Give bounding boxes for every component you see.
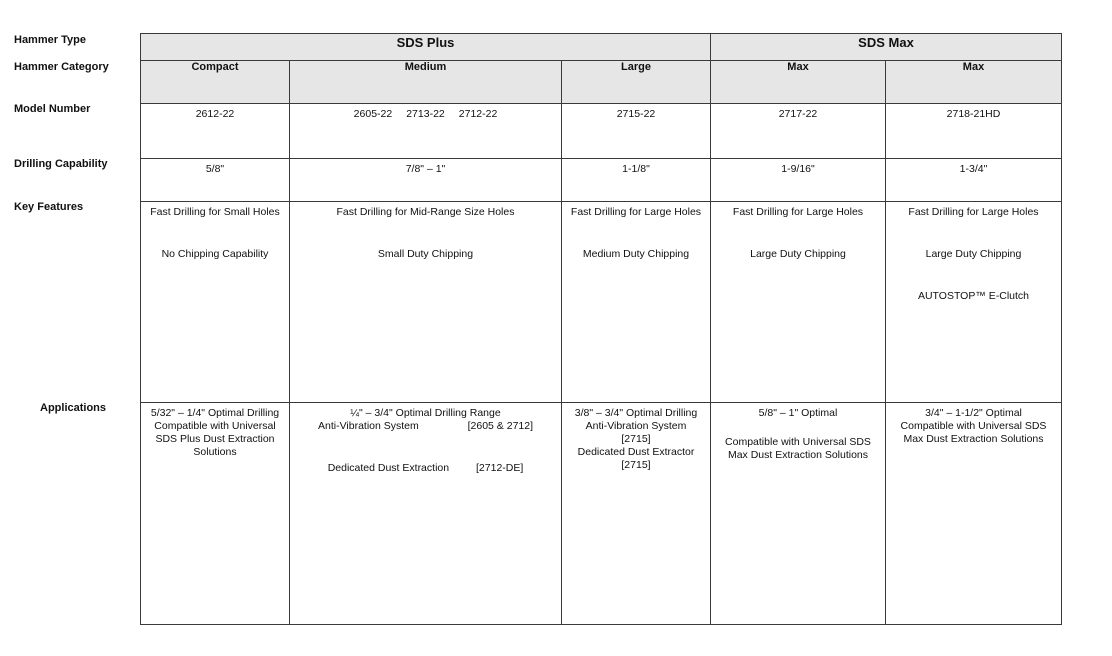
model-cell [710,103,886,159]
model-number: 2612-22 [195,108,235,120]
model-number: 2717-22 [778,108,818,120]
application-item: Compatible with Universal SDS Max Dust Extraction Solutions [725,436,871,461]
hammer-type-sds-plus [140,33,711,61]
model-number: 2713-22 [406,108,445,120]
application-label: Anti-Vibration System [318,420,419,432]
row-label-hammer-type: Hammer Type [14,34,86,46]
application-note: [2712-DE] [476,462,524,474]
model-number: 2712-22 [458,108,498,120]
application-item: Anti-Vibration System [2715] [585,420,687,445]
feature-item: Medium Duty Chipping [582,248,690,260]
capability-cell: 5/8" [140,158,290,202]
application-item [290,462,561,475]
model-number: 2718-21HD [946,108,1001,120]
capability-cell: 1-1/8" [561,158,711,202]
hammer-type-sds-max [710,33,1062,61]
model-number: 2715-22 [616,108,656,120]
application-item: Compatible with Universal SDS Max Dust Extraction Solutions [900,420,1047,445]
features-cell [710,201,886,403]
application-item: ¼" – 3/4" Optimal Drilling Range [350,407,501,419]
application-item: Compatible with Universal SDS Plus Dust Extraction Solutions [154,420,276,458]
applications-cell [885,402,1062,625]
category-cell: Max [710,60,886,104]
application-note: [2605 & 2712] [467,420,533,432]
capability-cell: 1-3/4" [885,158,1062,202]
category-cell: Max [885,60,1062,104]
feature-item: Small Duty Chipping [377,248,474,260]
row-label-hammer-category: Hammer Category [14,61,109,73]
category-cell: Compact [140,60,290,104]
model-number: 2605-22 [353,108,393,120]
feature-item: No Chipping Capability [161,248,269,260]
row-label-model-number: Model Number [14,103,91,115]
applications-cell [710,402,886,625]
capability-cell: 7/8" – 1" [289,158,562,202]
model-cell [140,103,290,159]
hammer-type-label: SDS Max [858,35,914,50]
application-item [290,420,561,433]
category-cell: Large [561,60,711,104]
category-cell: Medium [289,60,562,104]
applications-cell [561,402,711,625]
application-item: Dedicated Dust Extractor [2715] [577,446,695,471]
row-label-applications: Applications [40,402,107,414]
application-item: 3/4" – 1-1/2" Optimal [925,407,1022,419]
model-cell [561,103,711,159]
features-cell [561,201,711,403]
row-label-drilling-capability: Drilling Capability [14,158,108,170]
applications-cell [289,402,562,625]
feature-item: Fast Drilling for Large Holes [908,206,1039,218]
features-cell [140,201,290,403]
features-cell [885,201,1062,403]
hammer-type-label: SDS Plus [396,35,455,50]
features-cell [289,201,562,403]
model-cell [289,103,562,159]
application-item: 5/8" – 1" Optimal [758,407,838,419]
feature-item: AUTOSTOP™ E-Clutch [917,290,1030,302]
feature-item: Fast Drilling for Large Holes [570,206,702,218]
model-cell [885,103,1062,159]
feature-item: Fast Drilling for Small Holes [150,206,280,218]
feature-item: Large Duty Chipping [925,248,1022,260]
capability-cell: 1-9/16" [710,158,886,202]
feature-item: Large Duty Chipping [750,248,846,260]
feature-item: Fast Drilling for Large Holes [732,206,864,218]
application-item: 3/8" – 3/4" Optimal Drilling [574,407,698,419]
row-label-key-features: Key Features [14,201,84,213]
feature-item: Fast Drilling for Mid-Range Size Holes [336,206,515,218]
application-label: Dedicated Dust Extraction [327,462,450,474]
application-item: 5/32" – 1/4" Optimal Drilling [150,407,280,419]
applications-cell [140,402,290,625]
